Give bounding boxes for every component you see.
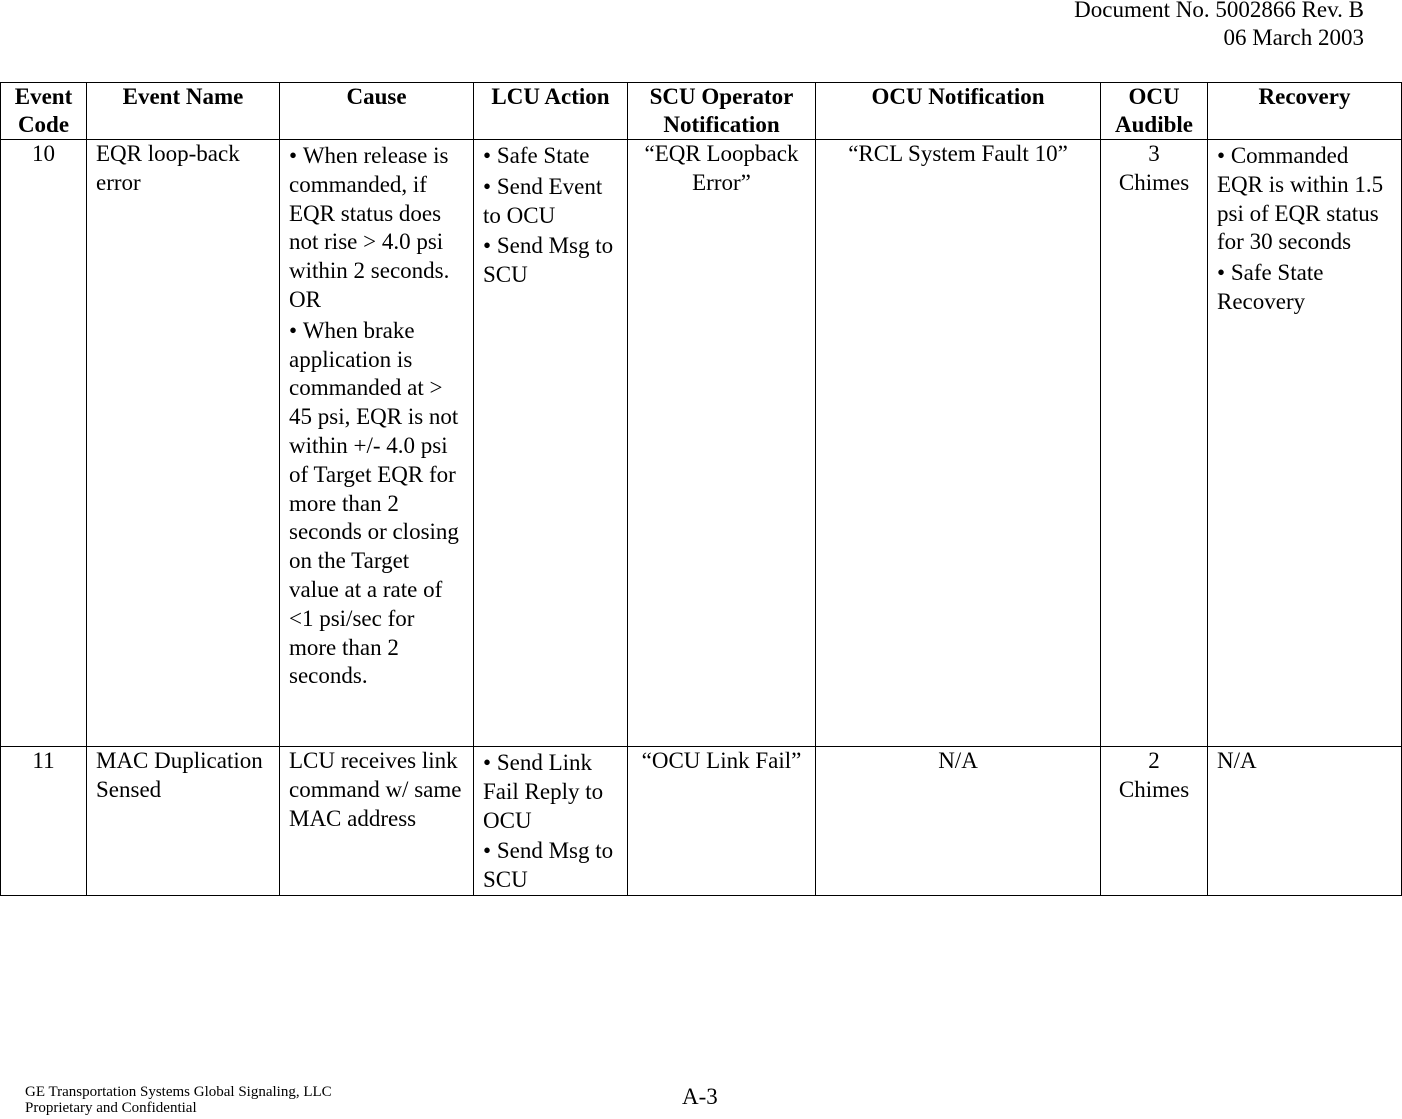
event-code-cell: 11 [1,747,87,896]
event-name-cell: MAC Duplication Sensed [87,747,280,896]
recovery-cell: N/A [1208,747,1402,896]
footer-company [25,1084,332,1116]
recovery-item: • Commanded EQR is within 1.5 psi of EQR status for 30 seconds [1217,142,1392,257]
lcu-action-item: • Safe State [483,142,618,171]
ocu-audible-cell: 3 Chimes [1101,140,1208,747]
table-row [1,140,1402,747]
table-row [1,747,1402,896]
event-code-cell: 10 [1,140,87,747]
ocu-notification-cell: “RCL System Fault 10” [816,140,1101,747]
event-table [0,82,1402,896]
page-number: A-3 [682,1084,718,1109]
recovery-cell [1208,140,1402,747]
col-ocu-notification: OCU Notification [816,83,1101,140]
cause-cell: LCU receives link command w/ same MAC address [280,747,474,896]
lcu-action-cell [474,747,628,896]
document-number: Document No. 5002866 Rev. B [1074,0,1364,22]
scu-operator-cell: “EQR Loopback Error” [628,140,816,747]
confidential-notice: Proprietary and Confidential [25,1100,197,1116]
col-scu-operator-notification: SCU Operator Notification [628,83,816,140]
col-event-code: Event Code [1,83,87,140]
document-header [1074,0,1364,52]
col-cause: Cause [280,83,474,140]
col-ocu-audible: OCU Audible [1101,83,1208,140]
cause-item: • When brake application is commanded at > 45 psi, EQR is not within +/- 4.0 psi of Target EQR for more than 2 seconds or closing on the Target value at a rate of <1 psi/sec for more than 2 seconds. [289,317,464,691]
event-name-cell: EQR loop-back error [87,140,280,747]
ocu-audible-cell: 2 Chimes [1101,747,1208,896]
col-lcu-action: LCU Action [474,83,628,140]
lcu-action-item: • Send Link Fail Reply to OCU [483,749,618,835]
cause-item: • When release is commanded, if EQR status does not rise > 4.0 psi within 2 seconds. [289,142,464,286]
table-header-row [1,83,1402,140]
lcu-action-item: • Send Msg to SCU [483,837,618,895]
lcu-action-cell [474,140,628,747]
ocu-notification-cell: N/A [816,747,1101,896]
cause-cell [280,140,474,747]
col-event-name: Event Name [87,83,280,140]
company-name: GE Transportation Systems Global Signaling, LLC [25,1084,332,1100]
cause-or: OR [289,286,321,312]
recovery-item: • Safe State Recovery [1217,259,1392,317]
col-recovery: Recovery [1208,83,1402,140]
lcu-action-item: • Send Event to OCU [483,173,618,231]
scu-operator-cell: “OCU Link Fail” [628,747,816,896]
lcu-action-item: • Send Msg to SCU [483,232,618,290]
document-date: 06 March 2003 [1223,25,1364,50]
